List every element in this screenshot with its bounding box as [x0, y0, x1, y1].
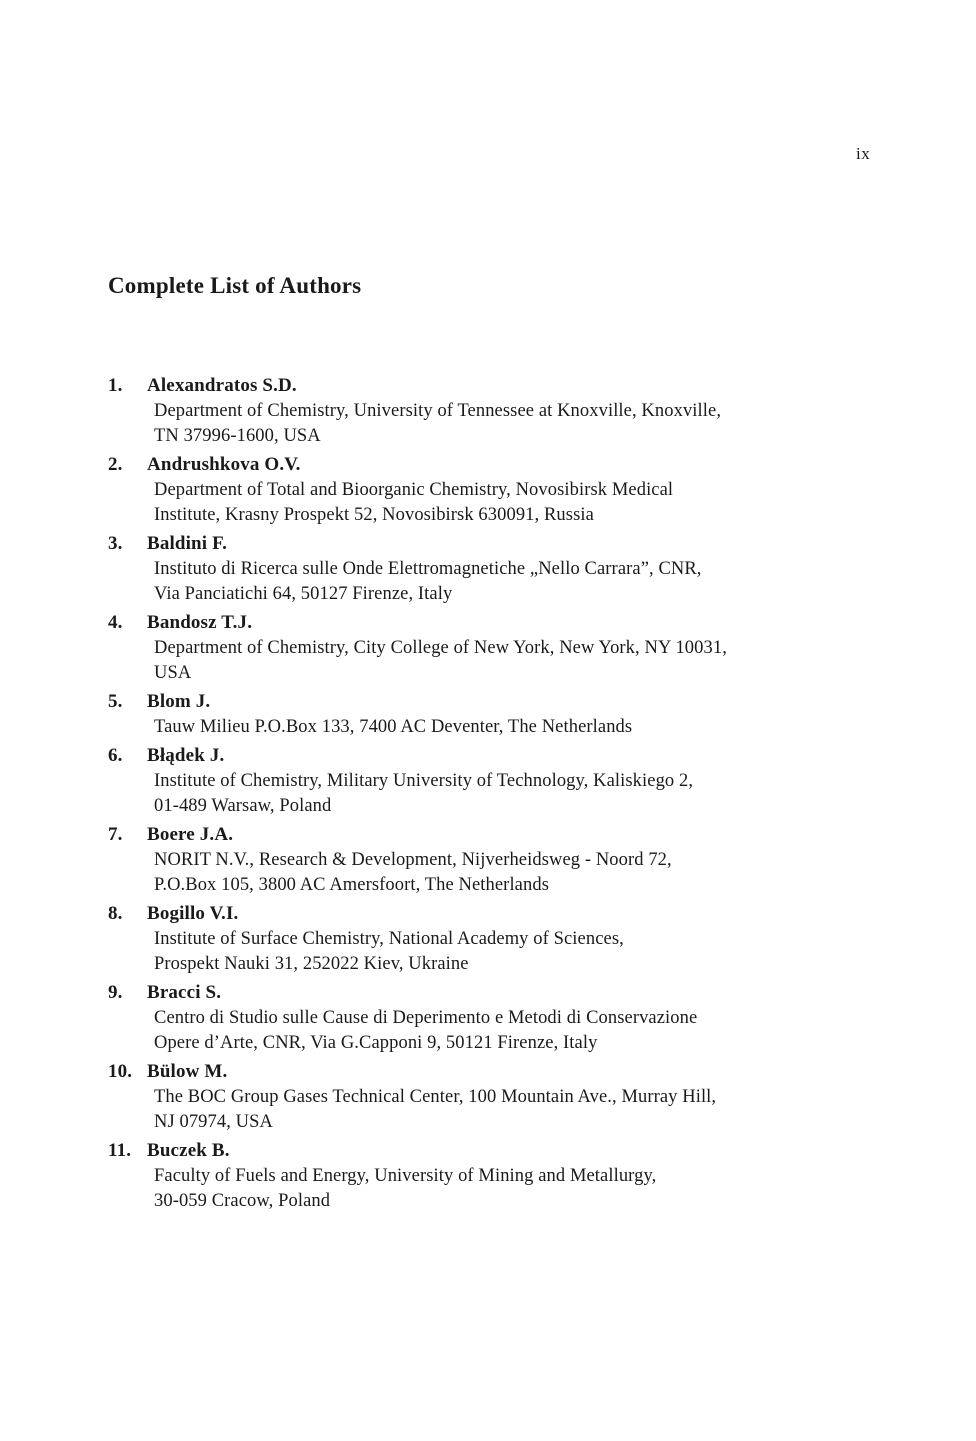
author-affiliation-line: Opere d’Arte, CNR, Via G.Capponi 9, 50121 Firenze, Italy — [154, 1033, 598, 1053]
author-entry — [108, 452, 888, 528]
author-name: Bracci S. — [147, 982, 222, 1003]
author-affiliation-line: Prospekt Nauki 31, 252022 Kiev, Ukraine — [154, 954, 469, 974]
author-number: 6. — [108, 745, 123, 766]
author-name: Błądek J. — [147, 745, 225, 766]
author-name: Bogillo V.I. — [147, 903, 239, 924]
author-entry — [108, 1138, 888, 1214]
author-affiliation-line: Institute of Surface Chemistry, National Academy of Sciences, — [154, 929, 624, 949]
author-name: Boere J.A. — [147, 824, 234, 845]
author-heading — [108, 1059, 888, 1085]
author-number: 7. — [108, 824, 123, 845]
author-affiliation-line: Department of Chemistry, City College of New York, New York, NY 10031, — [154, 638, 727, 658]
author-entry — [108, 743, 888, 819]
author-number: 1. — [108, 375, 123, 396]
author-affiliation-line: Instituto di Ricerca sulle Onde Elettromagnetiche „Nello Carrara”, CNR, — [154, 559, 702, 579]
author-heading — [108, 452, 888, 478]
author-name: Bandosz T.J. — [147, 612, 253, 633]
author-number: 4. — [108, 612, 123, 633]
author-number: 8. — [108, 903, 123, 924]
author-affiliation-line: TN 37996-1600, USA — [154, 426, 321, 446]
author-affiliation-line: USA — [154, 663, 192, 683]
author-heading — [108, 689, 888, 715]
author-entry — [108, 901, 888, 977]
author-affiliation-line: Institute of Chemistry, Military University of Technology, Kaliskiego 2, — [154, 771, 694, 791]
author-name: Buczek B. — [147, 1140, 230, 1161]
author-affiliation-line: Centro di Studio sulle Cause di Deperimento e Metodi di Conservazione — [154, 1008, 698, 1028]
author-list — [108, 373, 888, 1217]
author-entry — [108, 689, 888, 740]
page-title: Complete List of Authors — [108, 273, 362, 298]
author-heading — [108, 373, 888, 399]
author-affiliation-line: Faculty of Fuels and Energy, University of Mining and Metallurgy, — [154, 1166, 657, 1186]
author-number: 11. — [108, 1140, 132, 1161]
author-heading — [108, 1138, 888, 1164]
author-affiliation-line: P.O.Box 105, 3800 AC Amersfoort, The Netherlands — [154, 875, 549, 895]
author-heading — [108, 822, 888, 848]
author-entry — [108, 1059, 888, 1135]
author-heading — [108, 531, 888, 557]
author-heading — [108, 980, 888, 1006]
author-affiliation-line: 30-059 Cracow, Poland — [154, 1191, 331, 1211]
author-heading — [108, 743, 888, 769]
author-affiliation-line: Institute, Krasny Prospekt 52, Novosibirsk 630091, Russia — [154, 505, 594, 525]
page-number: ix — [856, 144, 871, 163]
author-name: Alexandratos S.D. — [147, 375, 297, 396]
author-affiliation-line: The BOC Group Gases Technical Center, 100 Mountain Ave., Murray Hill, — [154, 1087, 717, 1107]
author-name: Baldini F. — [147, 533, 228, 554]
author-number: 9. — [108, 982, 123, 1003]
author-entry — [108, 610, 888, 686]
author-number: 10. — [108, 1061, 133, 1082]
author-affiliation-line: Tauw Milieu P.O.Box 133, 7400 AC Deventer, The Netherlands — [154, 717, 633, 737]
author-affiliation-line: Department of Total and Bioorganic Chemistry, Novosibirsk Medical — [154, 480, 674, 500]
author-heading — [108, 610, 888, 636]
author-number: 5. — [108, 691, 123, 712]
author-heading — [108, 901, 888, 927]
author-affiliation-line: 01-489 Warsaw, Poland — [154, 796, 332, 816]
author-entry — [108, 980, 888, 1056]
author-name: Bülow M. — [147, 1061, 228, 1082]
author-entry — [108, 531, 888, 607]
author-affiliation-line: NJ 07974, USA — [154, 1112, 273, 1132]
author-name: Blom J. — [147, 691, 211, 712]
author-name: Andrushkova O.V. — [147, 454, 301, 475]
author-affiliation-line: NORIT N.V., Research & Development, Nijverheidsweg - Noord 72, — [154, 850, 672, 870]
author-entry — [108, 822, 888, 898]
author-affiliation-line: Department of Chemistry, University of Tennessee at Knoxville, Knoxville, — [154, 401, 722, 421]
author-number: 3. — [108, 533, 123, 554]
author-entry — [108, 373, 888, 449]
author-number: 2. — [108, 454, 123, 475]
author-affiliation-line: Via Panciatichi 64, 50127 Firenze, Italy — [154, 584, 453, 604]
